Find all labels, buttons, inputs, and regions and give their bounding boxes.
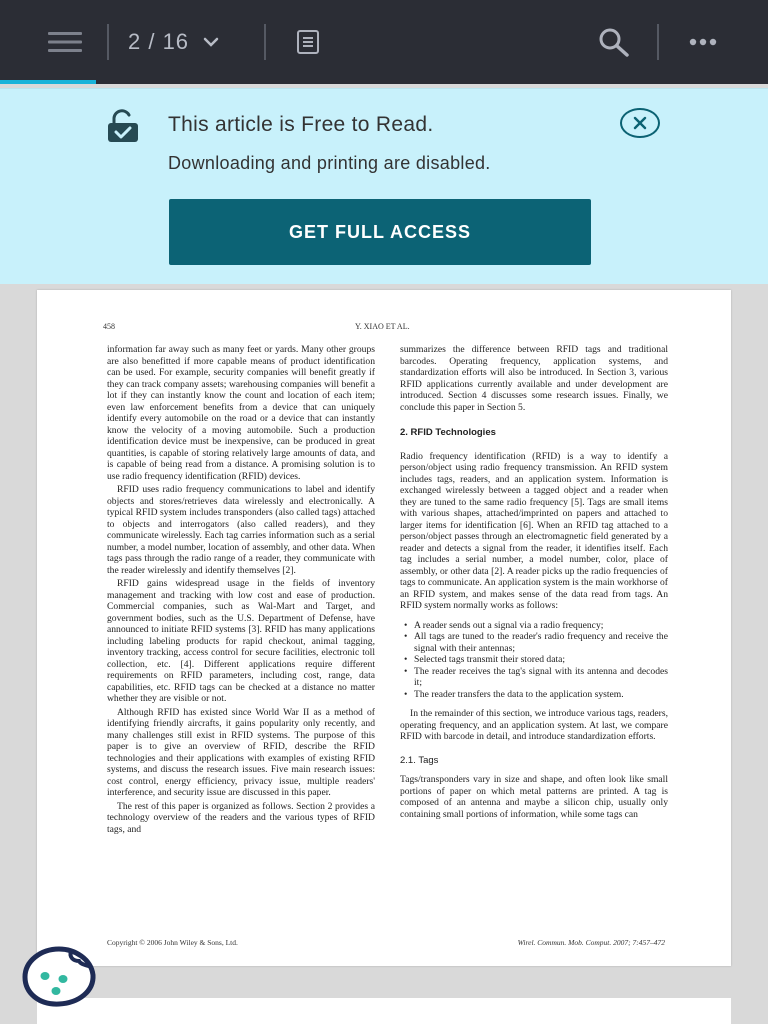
journal-footer: Wirel. Commun. Mob. Comput. 2007; 7:457–472	[517, 938, 665, 947]
list-item: • The reader transfers the data to the application system.	[400, 689, 668, 701]
subsection-heading: 2.1. Tags	[400, 754, 439, 766]
bullet-list	[400, 620, 668, 701]
close-icon	[633, 116, 647, 130]
page-number: 458	[103, 322, 115, 331]
paragraph: In the remainder of this section, we introduce various tags, readers, operating frequency, and an application system. At last, we compare RFID with barcode in detail, and introduce standardization efforts.	[400, 708, 668, 742]
left-column	[107, 344, 375, 837]
right-column	[400, 344, 668, 822]
copyright-footer: Copyright © 2006 John Wiley & Sons, Ltd.	[107, 938, 238, 947]
list-item: • A reader sends out a signal via a radio frequency;	[400, 620, 668, 632]
banner-subtitle: Downloading and printing are disabled.	[168, 153, 491, 173]
paragraph: Tags/transponders vary in size and shape, and often look like small portions of paper on which metal patterns are printed. A tag is composed of an antenna and maybe a silicon chip, usually only containing small portions of information, while some tags can	[400, 774, 668, 820]
document-page	[37, 290, 731, 966]
toolbar-divider	[107, 24, 109, 60]
cookie-icon	[21, 996, 97, 1013]
paragraph: Radio frequency identification (RFID) is a way to identify a person/object using radio frequency transmission. An RFID system includes tags, readers, and an application system. Information is exchanged wirelessly between a tagged object and a reader when they are tuned to the same radio frequency [5]. Tags are small items with various shapes, attached/imprinted on papers and attached to larger items for identification [6]. When an RFID tag attached to a person/object passes through an electromagnetic field generated by a reader and detects a signal from the reader, it identifies itself. Each tag includes a serial number, a model number, color, place of assembly, or other data [2]. A reader picks up the radio frequencies of tags to communicate. An application system is the main workhorse of an RFID system, and makes sense of the data read from tags. An RFID system normally works as follows:	[400, 450, 668, 611]
get-full-access-button[interactable]: GET FULL ACCESS	[169, 199, 591, 265]
search-icon[interactable]	[596, 0, 632, 84]
more-horizontal-icon[interactable]	[686, 0, 720, 84]
paragraph: RFID uses radio frequency communications to label and identify objects and stores/retrieves data wirelessly and electronically. A typical RFID system includes transponders (also called tags) attached to objects and interrogators (also called readers), and they communicate wirelessly. Each tag carries information such as a serial number, a model number, location of assembly, and other data. When tags pass through the radio range of a reader, they communicate with the reader wirelessly and identify themselves [2].	[107, 484, 375, 576]
page-indicator: 2 / 16	[128, 29, 190, 54]
paragraph: The rest of this paper is organized as follows. Section 2 provides a technology overview of the readers and the various types of RFID tags, and	[107, 800, 375, 835]
reader-toolbar	[0, 0, 768, 84]
close-banner-button[interactable]	[620, 108, 660, 138]
list-item: • The reader receives the tag's signal with its antenna and decodes it;	[400, 666, 668, 689]
toolbar-divider	[264, 24, 266, 60]
document-list-icon[interactable]	[290, 0, 326, 84]
list-item: • All tags are tuned to the reader's radio frequency and receive the signal with their antennas;	[400, 631, 668, 654]
free-access-banner	[0, 88, 768, 284]
paragraph: summarizes the difference between RFID tags and traditional barcodes. Operating frequency, application systems, and standardization efforts will also be introduced. In Section 3, various RFID applications currently available and under development are introduced. Section 4 discusses some research issues. Finally, we conclude this paper in Section 5.	[400, 344, 668, 413]
unlock-icon	[106, 109, 140, 143]
reading-progress-bar	[0, 80, 96, 84]
running-head: Y. XIAO ET AL.	[355, 322, 410, 331]
hamburger-menu-icon[interactable]	[44, 0, 86, 84]
paragraph: RFID gains widespread usage in the fields of inventory management and tracking with low cost and ease of production. Commercial companies, such as Wal-Mart and Target, and government bodies, such as the U.S. Department of Defense, have announced to initiate RFID systems [3]. RFID has many applications including labeling products for rapid checkout, animal tagging, inventory tracking, access control for secure facilities, electronic toll collection, etc. [4]. Different applications require different requirements on RFID parameters, including cost, range, data capabilities, etc. RFID tags can be checked at a distance no matter whether they are visible or not.	[107, 578, 375, 704]
chevron-down-icon	[203, 37, 219, 47]
toolbar-divider	[657, 24, 659, 60]
list-item: • Selected tags transmit their stored data;	[400, 654, 668, 666]
paragraph: Although RFID has existed since World War II as a method of identifying friendly aircrafts, it gains popularity only recently, and many challenges still exist in RFID systems. The purpose of this paper is to give an overview of RFID, describe the RFID technologies and their applications with examples of existing RFID systems, and discuss the research issues. Five main research issues: cost control, energy efficiency, privacy issue, multiple readers' interference, and security issue are discussed in this paper.	[107, 706, 375, 798]
section-heading: 2. RFID Technologies	[400, 427, 496, 438]
cookie-settings-button[interactable]	[21, 945, 97, 1009]
page-selector[interactable]	[128, 0, 248, 84]
paragraph: information far away such as many feet or yards. Many other groups are also benefitted if more capable means of product identification can be used. For example, security companies will benefit greatly if they can track company assets; warehousing companies will benefit a lot if they can instantly know the count and location of each item; even law enforcement benefits from a device that can uniquely identify every automobile on the road or a device that can instantly know the velocity of a moving automobile. Such a production identification device must be inexpensive, can be produced in great quantities, is capable of storing relatively large amounts of data, and is capable of being read from a distance. A promising solution is to use radio frequency identification (RFID) devices.	[107, 344, 375, 482]
banner-title: This article is Free to Read.	[168, 113, 434, 136]
next-document-page	[37, 998, 731, 1024]
